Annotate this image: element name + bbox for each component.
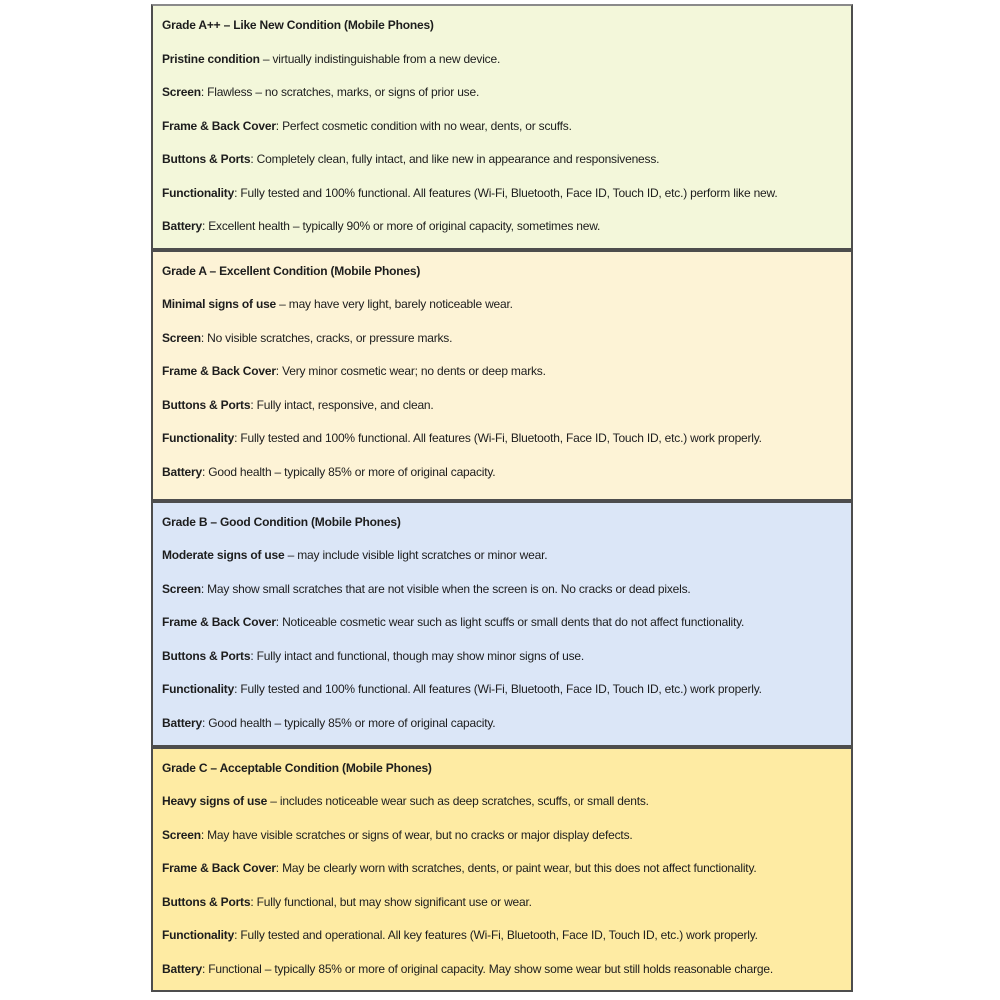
spec-separator: – (267, 794, 280, 808)
spec-separator: : (201, 715, 209, 730)
spec-line (162, 819, 845, 853)
spec-line (162, 919, 845, 953)
section-title: Grade A – Excellent Condition (Mobile Phones) (162, 263, 421, 278)
spec-label: Screen (162, 827, 201, 842)
spec-separator: : (275, 364, 283, 378)
spec-label: Heavy signs of use (162, 794, 268, 808)
spec-separator: : (234, 431, 241, 445)
spec-line (162, 606, 845, 640)
spec-text: Good health – typically 85% or more of original capacity. (208, 464, 496, 479)
spec-separator: : (275, 118, 283, 133)
spec-separator: : (234, 682, 241, 696)
spec-line (162, 886, 845, 920)
spec-text: Perfect cosmetic condition with no wear, dents, or scuffs. (282, 118, 572, 133)
spec-separator: : (250, 152, 257, 166)
spec-separator: : (201, 464, 209, 479)
spec-separator: : (250, 648, 257, 663)
spec-separator: : (275, 615, 283, 629)
spec-text: Excellent health – typically 90% or more of original capacity, sometimes new. (208, 219, 601, 233)
spec-label: Battery (162, 715, 202, 730)
spec-label: Buttons & Ports (162, 648, 251, 663)
spec-text: Fully intact, responsive, and clean. (256, 397, 434, 412)
spec-label: Pristine condition (162, 51, 260, 66)
spec-label: Screen (162, 330, 201, 345)
spec-text: Very minor cosmetic wear; no dents or deep marks. (282, 364, 546, 378)
spec-separator: – (259, 51, 273, 66)
spec-label: Functionality (162, 185, 235, 200)
spec-line (162, 288, 845, 322)
spec-line (162, 76, 845, 110)
spec-text: May show small scratches that are not visible when the screen is on. No cracks or dead pixels. (207, 581, 691, 596)
spec-separator: – (284, 548, 298, 562)
spec-text: May be clearly worn with scratches, dents, or paint wear, but this does not affect functionality. (282, 861, 757, 875)
spec-separator: : (250, 397, 257, 412)
grade-section-grade-b (151, 501, 853, 747)
spec-line (162, 389, 845, 423)
section-title: Grade B – Good Condition (Mobile Phones) (162, 514, 401, 529)
spec-text: No visible scratches, cracks, or pressure marks. (207, 330, 453, 345)
spec-line (162, 573, 845, 607)
spec-line (162, 539, 845, 573)
spec-text: Fully functional, but may show significant use or wear. (256, 894, 532, 909)
spec-line (162, 322, 845, 356)
spec-separator: – (276, 297, 289, 311)
spec-label: Buttons & Ports (162, 397, 251, 412)
spec-label: Battery (162, 464, 202, 479)
grade-section-grade-c (151, 747, 853, 993)
grading-guide (151, 4, 853, 992)
spec-label: Functionality (162, 928, 235, 942)
spec-text: Completely clean, fully intact, and like new in appearance and responsiveness. (256, 152, 660, 166)
spec-label: Functionality (162, 682, 235, 696)
spec-separator: : (200, 85, 208, 99)
spec-separator: : (201, 961, 209, 976)
spec-separator: : (234, 185, 241, 200)
spec-label: Buttons & Ports (162, 152, 251, 166)
spec-separator: : (200, 827, 208, 842)
grade-section-grade-a (151, 250, 853, 501)
spec-line (162, 456, 845, 490)
grade-section-grade-a-plus-plus (151, 4, 853, 250)
spec-line (162, 707, 845, 741)
spec-text: Noticeable cosmetic wear such as light scuffs or small dents that do not affect functionality. (282, 615, 745, 629)
spec-label: Minimal signs of use (162, 297, 277, 311)
spec-separator: : (200, 330, 208, 345)
spec-line (162, 177, 845, 211)
spec-label: Battery (162, 961, 202, 976)
spec-separator: : (250, 894, 257, 909)
spec-text: Functional – typically 85% or more of original capacity. May show some wear but still holds reasonable charge. (208, 961, 773, 976)
spec-text: Fully tested and 100% functional. All features (Wi-Fi, Bluetooth, Face ID, Touch ID, etc.) work properly. (240, 431, 762, 445)
spec-line (162, 640, 845, 674)
spec-text: virtually indistinguishable from a new device. (272, 51, 501, 66)
spec-label: Functionality (162, 431, 235, 445)
spec-text: may include visible light scratches or minor wear. (297, 548, 548, 562)
spec-line (162, 953, 845, 987)
spec-separator: : (201, 219, 209, 233)
spec-line (162, 143, 845, 177)
spec-label: Buttons & Ports (162, 894, 251, 909)
spec-separator: : (275, 861, 283, 875)
spec-line (162, 110, 845, 144)
spec-label: Frame & Back Cover (162, 615, 276, 629)
spec-label: Screen (162, 581, 201, 596)
spec-text: Fully tested and 100% functional. All features (Wi-Fi, Bluetooth, Face ID, Touch ID, etc.) work properly. (240, 682, 762, 696)
spec-separator: : (234, 928, 241, 942)
spec-label: Frame & Back Cover (162, 861, 276, 875)
spec-text: Fully tested and 100% functional. All features (Wi-Fi, Bluetooth, Face ID, Touch ID, etc.) perform like new. (240, 185, 778, 200)
spec-label: Screen (162, 85, 201, 99)
spec-text: includes noticeable wear such as deep scratches, scuffs, or small dents. (279, 794, 649, 808)
spec-label: Frame & Back Cover (162, 364, 276, 378)
spec-text: Fully intact and functional, though may show minor signs of use. (256, 648, 585, 663)
spec-text: Flawless – no scratches, marks, or signs of prior use. (207, 85, 480, 99)
spec-line (162, 785, 845, 819)
spec-line (162, 852, 845, 886)
section-title: Grade A++ – Like New Condition (Mobile Phones) (162, 18, 434, 32)
spec-label: Moderate signs of use (162, 548, 285, 562)
spec-text: Good health – typically 85% or more of original capacity. (208, 715, 496, 730)
spec-text: may have very light, barely noticeable wear. (288, 297, 513, 311)
spec-text: Fully tested and operational. All key features (Wi-Fi, Bluetooth, Face ID, Touch ID, etc.) work properly. (240, 928, 758, 942)
spec-separator: : (200, 581, 208, 596)
spec-text: May have visible scratches or signs of wear, but no cracks or major display defects. (207, 827, 633, 842)
spec-line (162, 673, 845, 707)
section-title: Grade C – Acceptable Condition (Mobile Phones) (162, 760, 432, 775)
spec-line (162, 355, 845, 389)
spec-line (162, 422, 845, 456)
spec-line (162, 43, 845, 77)
spec-label: Frame & Back Cover (162, 118, 276, 133)
spec-label: Battery (162, 219, 202, 233)
spec-line (162, 210, 845, 244)
